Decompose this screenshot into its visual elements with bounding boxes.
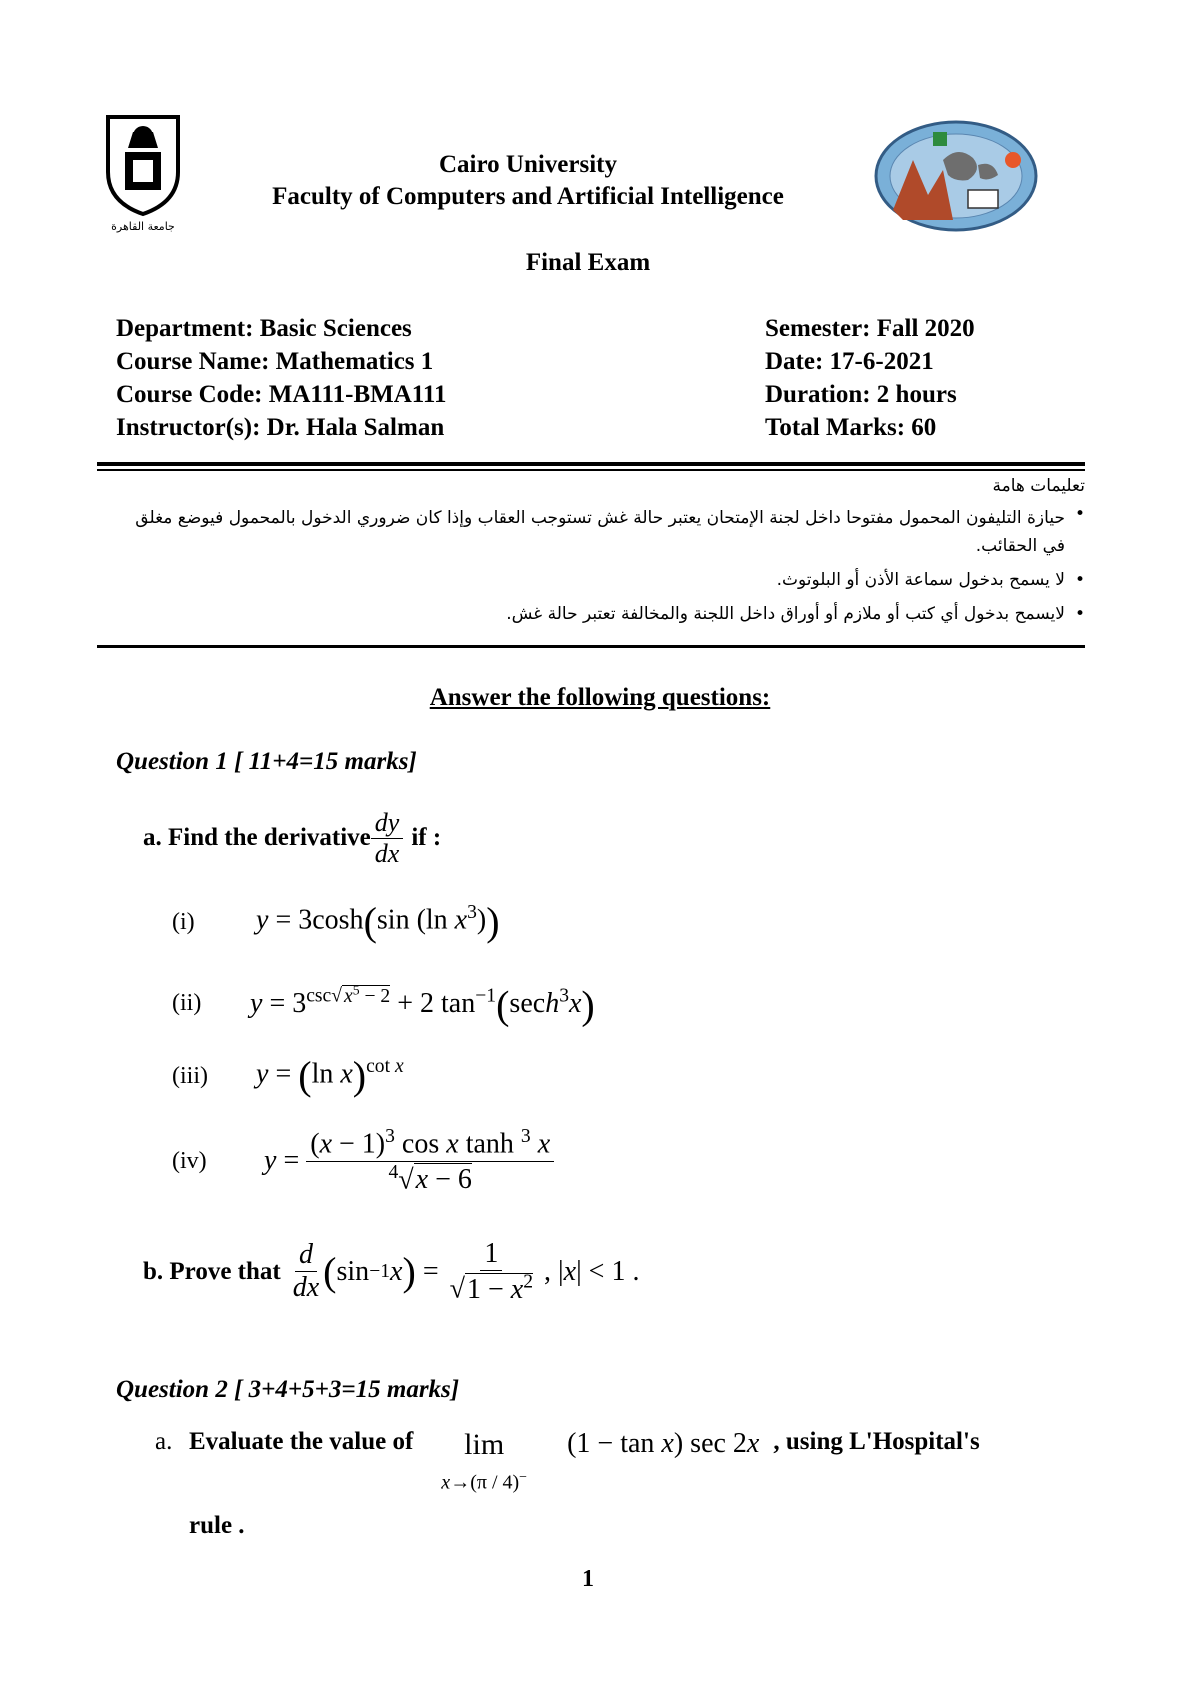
divider-top (97, 462, 1085, 466)
equation-ii: $y = 3^{csc√ x^5 - 2} + 2$ $\tan^{-1}(\sec h^3x)$ (250, 982, 595, 1028)
instruction-item: • لايسمح بدخول أي كتب أو ملازم أو أوراق داخل اللجنة والمخالفة تعتبر حالة غش. (506, 604, 1085, 624)
university-name: Cairo University (439, 151, 617, 178)
faculty-name: Faculty of Computers and Artificial Intelligence (272, 183, 784, 210)
course-code: Course Code: MA111-BMA111 (116, 381, 447, 408)
dy-dx-fraction: $\frac{dy}{dx}$ (371, 808, 404, 869)
equation-iii: y = (ln x)$^{cot x}$ (256, 1053, 404, 1098)
instruction-item: • لا يسمح بدخول سماعة الأذن أو البلوتوث. (776, 570, 1085, 590)
q2-a: a. Evaluate the value of lim x→(π / 4)− (1 − tan x) sec 2x , using L'Hospital's (155, 1428, 980, 1494)
bullet-icon: • (1074, 570, 1085, 590)
q1-part-i: (i) y = 3cosh(sin (ln $x^3$)) (172, 899, 500, 944)
logo-caption: جامعة القاهرة (111, 220, 175, 233)
total-marks: Total Marks: 60 (765, 414, 937, 441)
instructions-block (120, 476, 1085, 624)
divider-bottom (97, 645, 1085, 648)
equation-b: $\frac{d}{dx}$ ( sin −1 x ) = $\frac{1}{√1 - x^2}$ , | x | < 1 . (292, 1238, 640, 1305)
course-name: Course Name: Mathematics 1 (116, 348, 434, 375)
q1-part-iv: (iv) y = $\frac{(x - 1)^3 \cos x \tanh ^3 x}{^4√x - 6}$ (172, 1126, 554, 1196)
answer-heading: Answer the following questions: (429, 684, 771, 711)
date: Date: 17-6-2021 (765, 348, 934, 375)
limit-body: (1 − tan x) sec 2x (567, 1428, 760, 1459)
instruction-item: • حيازة التليفون المحمول مفتوحا داخل لجنة الإمتحان يعتبر حالة غش تستوجب العقاب وإذا كان ضروري الدخول بالمحمول فيوضع مغلق في الحقائب. (135, 504, 1085, 556)
semester: Semester: Fall 2020 (765, 315, 975, 342)
q2-a-continuation: rule . (189, 1512, 245, 1539)
q1-b: b. Prove that $\frac{d}{dx}$ ( sin −1 x ) = $\frac{1}{√1 - x^2}$ , | x | < 1 . (143, 1238, 640, 1305)
info-right (765, 312, 975, 444)
instructions-title: تعليمات هامة (992, 476, 1085, 496)
duration: Duration: 2 hours (765, 381, 957, 408)
divider-top-thin (97, 469, 1085, 471)
q1-part-iii: (iii) y = (ln x)$^{cot x}$ (172, 1053, 404, 1098)
q2-title: Question 2 [ 3+4+5+3=15 marks] (116, 1376, 460, 1403)
q1-part-ii: (ii) $y = 3^{csc√ x^5 - 2} + 2$ $\tan^{-1}(\sec h^3x)$ (172, 982, 595, 1028)
info-left (116, 312, 447, 444)
equation-i: y = 3cosh(sin (ln $x^3$)) (256, 899, 500, 944)
q1-a: a. Find the derivative $\frac{dy}{dx}$ if : (143, 808, 442, 868)
bullet-icon: • (1074, 504, 1085, 524)
equation-iv: y = $\frac{(x - 1)^3 \cos x \tanh ^3 x}{^4√x - 6}$ (264, 1126, 554, 1196)
page-number: 1 (582, 1566, 594, 1592)
limit-expression: lim x→(π / 4)− (441, 1428, 528, 1494)
exam-title: Final Exam (525, 249, 651, 276)
bullet-icon: • (1074, 604, 1085, 624)
instructor: Instructor(s): Dr. Hala Salman (116, 414, 445, 441)
department: Department: Basic Sciences (116, 315, 412, 342)
q1-title: Question 1 [ 11+4=15 marks] (116, 748, 417, 775)
